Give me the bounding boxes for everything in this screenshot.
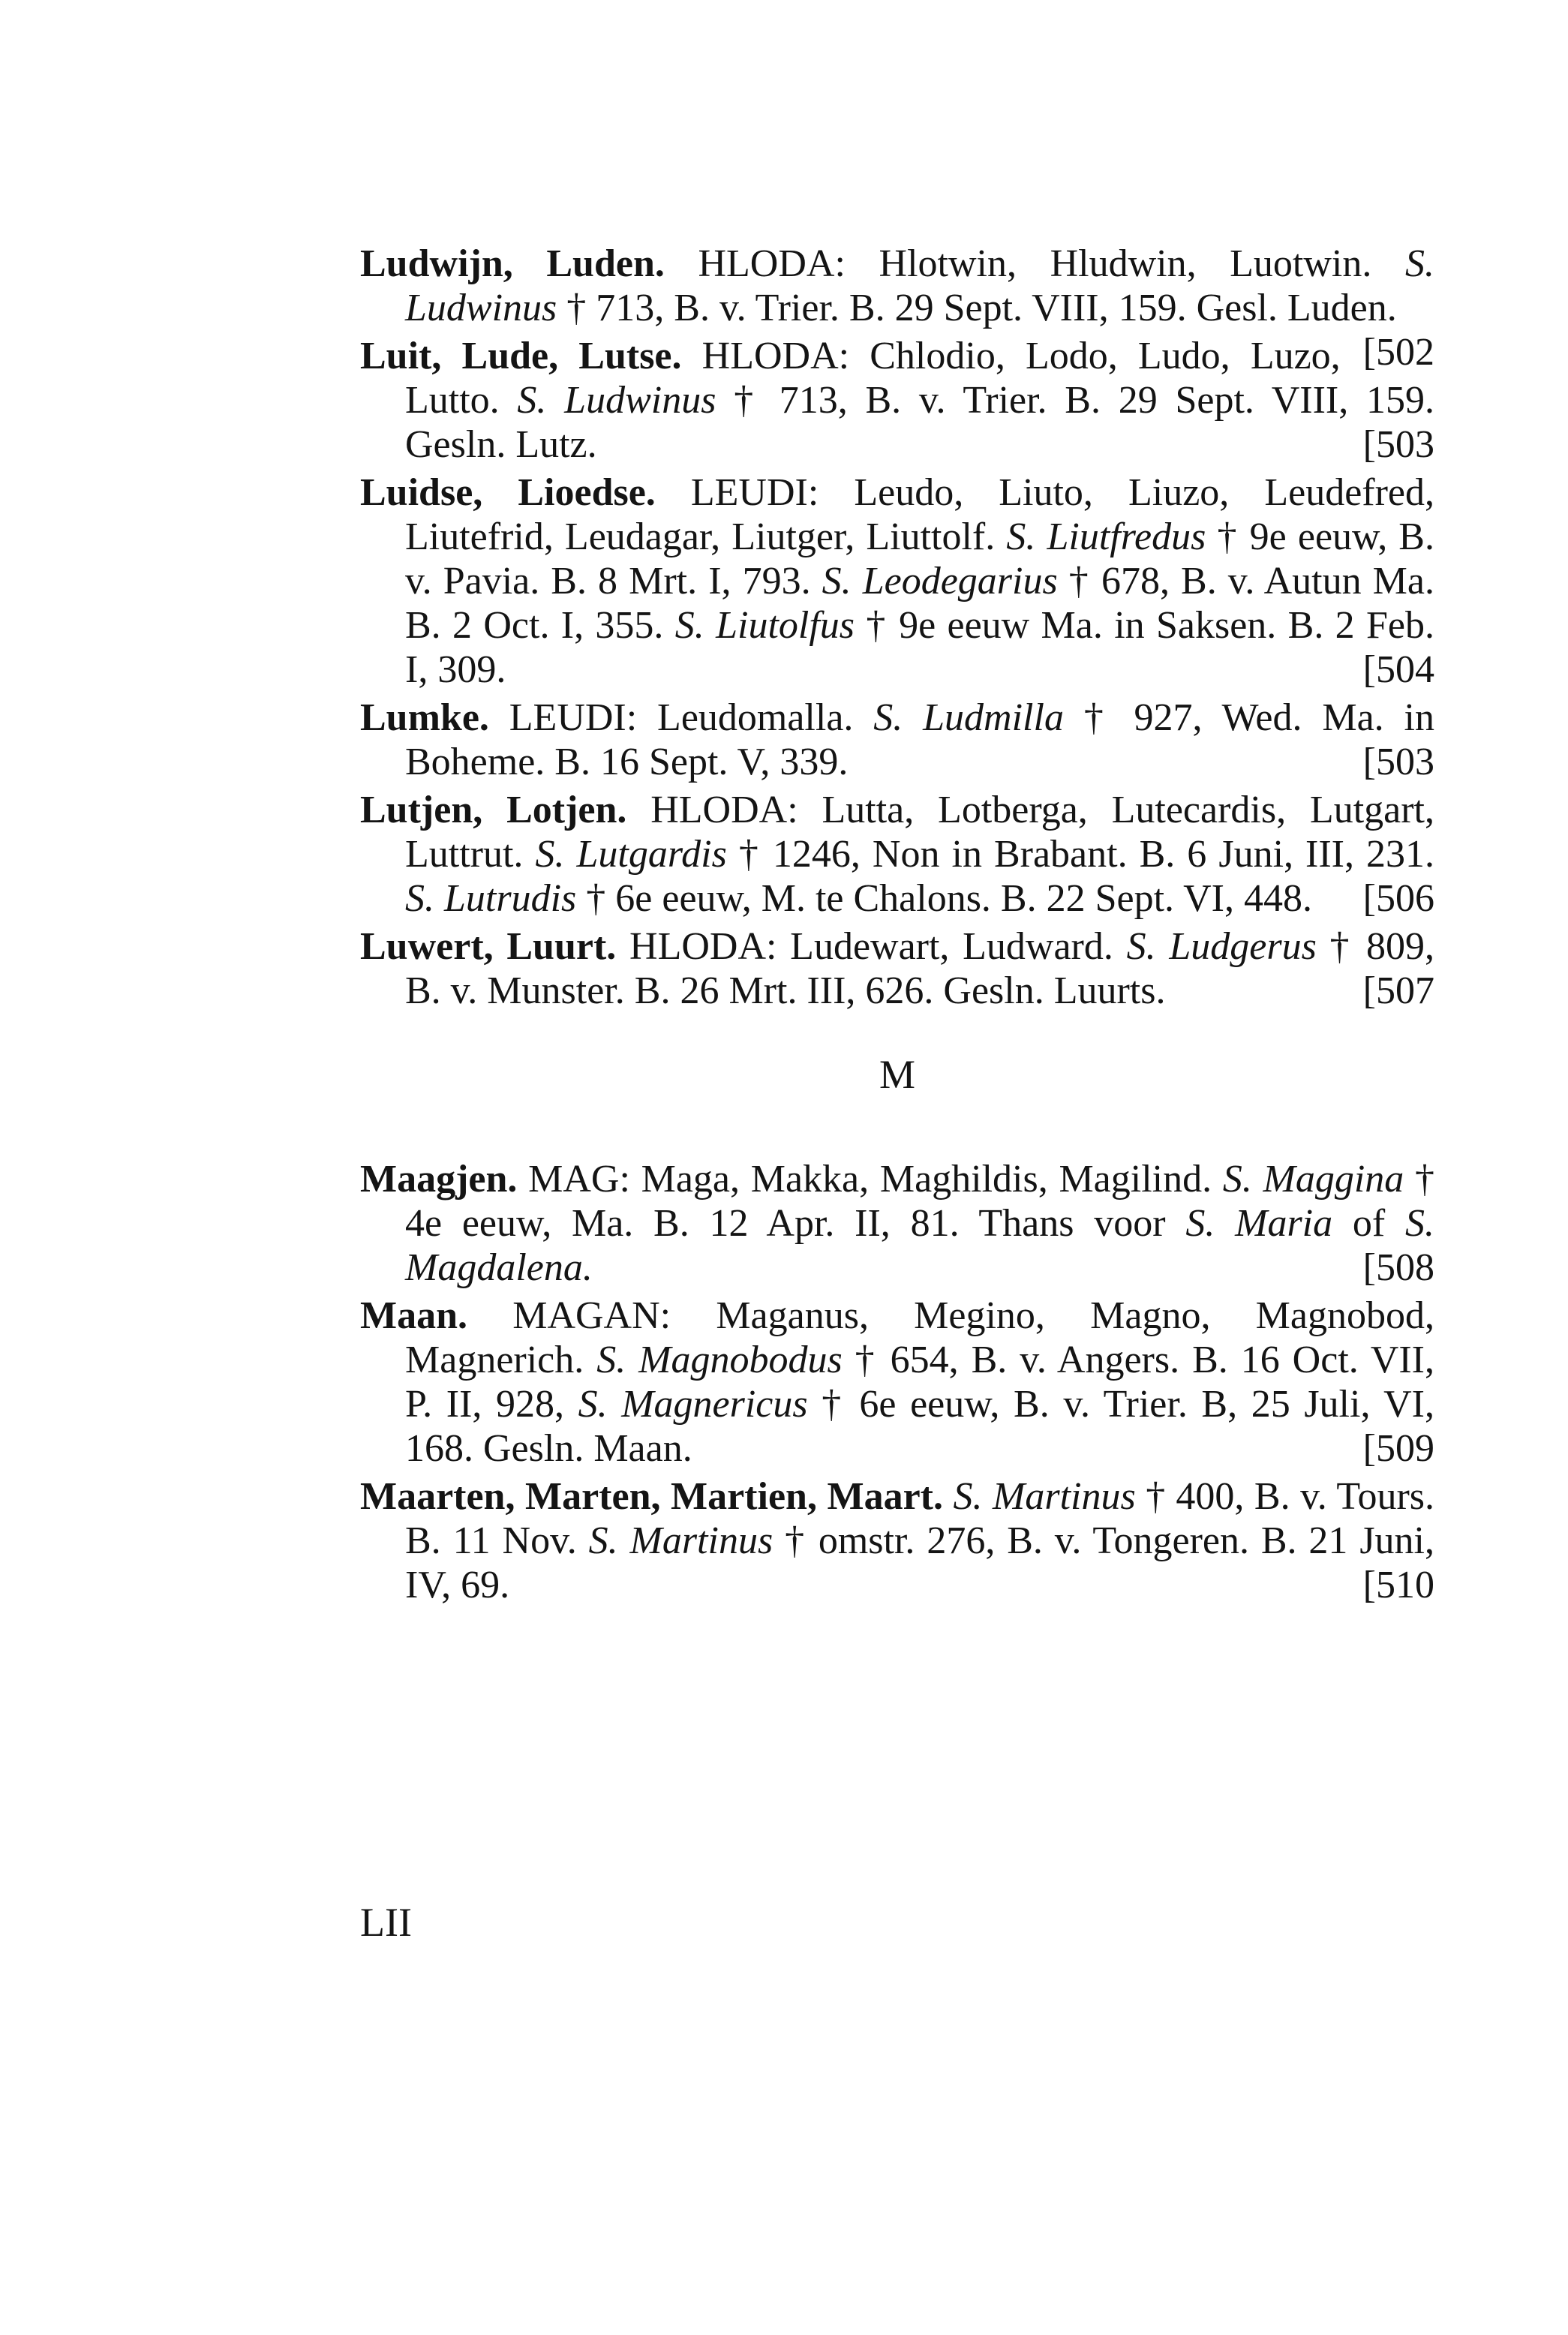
dictionary-entry: [360, 924, 1434, 1013]
dictionary-entry: [360, 334, 1434, 467]
entry-headword: Lutjen, Lotjen.: [360, 789, 627, 831]
dictionary-entry: [360, 1294, 1434, 1471]
entry-headword: Ludwijn, Luden.: [360, 242, 665, 285]
entry-number: [510: [1362, 1564, 1434, 1606]
entry-number: [502: [1362, 331, 1434, 374]
entry-text: of: [1332, 1202, 1406, 1245]
saint-name: S. Magnericus: [578, 1383, 808, 1426]
entry-text: † 713, B. v. Trier. B. 29 Sept. VIII, 159. Gesl. Luden.: [557, 287, 1397, 329]
entries-group-m: [360, 1157, 1434, 1607]
entries-group-l: [360, 242, 1434, 1013]
saint-name: S. Maria: [1185, 1202, 1333, 1245]
entry-text: [943, 1475, 954, 1518]
entry-text: HLODA: Ludewart, Ludward.: [616, 925, 1127, 968]
entry-text: † 400, B. v. Tours. B. 11 Nov.: [405, 1475, 1435, 1562]
saint-name: S. Lutrudis: [405, 877, 577, 920]
dictionary-entry: [360, 788, 1434, 921]
entry-text: † 678, B. v. Autun Ma. B. 2 Oct. I, 355.: [405, 560, 1434, 647]
saint-name: S. Magdalena.: [405, 1202, 1435, 1289]
saint-name: S. Liutfredus: [1006, 515, 1206, 558]
dictionary-entry: [360, 1157, 1434, 1290]
dictionary-entry: [360, 1474, 1434, 1607]
entry-headword: Luit, Lude, Lutse.: [360, 335, 682, 377]
entry-headword: Maagjen.: [360, 1158, 518, 1201]
entry-text: HLODA: Chlodio, Lodo, Ludo, Luzo, Lutto.: [405, 335, 1341, 422]
dictionary-entry: [360, 696, 1434, 784]
saint-name: S. Ludwinus: [405, 242, 1434, 329]
entry-text: † 9e eeuw Ma. in Saksen. B. 2 Feb. I, 309.: [405, 604, 1434, 691]
entry-headword: Luwert, Luurt.: [360, 925, 617, 968]
entry-number: [509: [1362, 1427, 1434, 1470]
saint-name: S. Lutgardis: [535, 833, 727, 876]
saint-name: S. Ludwinus: [517, 379, 716, 422]
entry-text: † 1246, Non in Brabant. B. 6 Juni, III, 231.: [726, 833, 1435, 876]
saint-name: S. Liutolfus: [674, 604, 855, 647]
entry-number: [508: [1362, 1246, 1434, 1289]
saint-name: S. Leodegarius: [822, 560, 1058, 603]
entry-text: † 6e eeuw, M. te Chalons. B. 22 Sept. VI, 448.: [576, 877, 1312, 920]
saint-name: S. Ludmilla: [873, 696, 1064, 739]
entry-headword: Luidse, Lioedse.: [360, 471, 656, 514]
entry-text: LEUDI: Leudo, Liuto, Liuzo, Leudefred, Liutefrid, Leudagar, Liutger, Liuttolf.: [405, 471, 1435, 558]
saint-name: S. Maggina: [1222, 1158, 1404, 1201]
entry-text: MAG: Maga, Makka, Maghildis, Magilind.: [517, 1158, 1223, 1201]
entry-text: MAGAN: Maganus, Megino, Magno, Magnobod, Magnerich.: [405, 1294, 1434, 1381]
entry-text: † omstr. 276, B. v. Tongeren. B. 21 Juni, IV, 69.: [405, 1519, 1435, 1606]
page-number: LII: [360, 1900, 412, 1945]
entry-text: † 654, B. v. Angers. B. 16 Oct. VII, P. II, 928,: [405, 1339, 1434, 1426]
entry-number: [504: [1362, 648, 1434, 691]
saint-name: S. Martinus: [588, 1519, 773, 1562]
entry-text: † 6e eeuw, B. v. Trier. B, 25 Juli, VI, 168. Gesln. Maan.: [405, 1383, 1434, 1470]
entry-text: † 713, B. v. Trier. B. 29 Sept. VIII, 159. Gesln. Lutz.: [405, 379, 1434, 466]
section-heading: M: [879, 1052, 915, 1097]
entry-text: † 809, B. v. Munster. B. 26 Mrt. III, 626. Gesln. Luurts.: [405, 925, 1435, 1012]
saint-name: S. Magnobodus: [596, 1339, 843, 1381]
entry-number: [507: [1362, 969, 1434, 1012]
entry-text: LEUDI: Leudomalla.: [488, 696, 874, 739]
entry-number: [506: [1362, 877, 1434, 920]
entry-headword: Maan.: [360, 1294, 467, 1337]
entry-headword: Lumke.: [360, 696, 489, 739]
entry-text: † 9e eeuw, B. v. Pavia. B. 8 Mrt. I, 793.: [405, 515, 1434, 603]
entry-text: † 4e eeuw, Ma. B. 12 Apr. II, 81. Thans voor: [405, 1158, 1435, 1245]
entry-text: † 927, Wed. Ma. in Boheme. B. 16 Sept. V, 339.: [405, 696, 1434, 783]
saint-name: S. Ludgerus: [1126, 925, 1317, 968]
dictionary-entry: [360, 470, 1434, 692]
text-column: [360, 242, 1434, 1611]
entry-number: [503: [1362, 423, 1434, 466]
entry-text: HLODA: Hlotwin, Hludwin, Luotwin.: [664, 242, 1405, 285]
entry-headword: Maarten, Marten, Martien, Maart.: [360, 1475, 943, 1518]
saint-name: S. Martinus: [953, 1475, 1136, 1518]
entry-text: HLODA: Lutta, Lotberga, Lutecardis, Lutgart, Luttrut.: [405, 789, 1434, 876]
entry-number: [503: [1362, 741, 1434, 783]
